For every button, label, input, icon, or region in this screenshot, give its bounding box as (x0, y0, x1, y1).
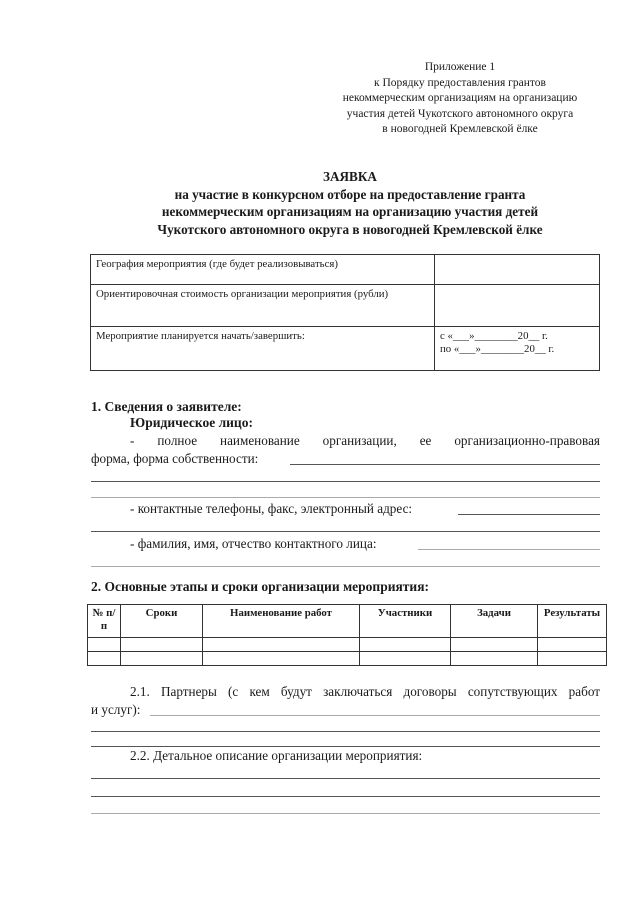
org-form-label: форма, форма собственности: (91, 451, 259, 466)
appendix-line: участия детей Чукотского автономного округа (346, 107, 574, 120)
stages-table (87, 604, 607, 666)
org-name-input-line-2[interactable] (91, 481, 600, 482)
end-date: по «___»________20__ г. (440, 343, 555, 355)
section1-subheading: Юридическое лицо: (130, 415, 253, 430)
table-row (91, 255, 600, 285)
table-cell[interactable] (451, 652, 538, 666)
org-name-input-line[interactable] (290, 464, 600, 465)
col-results: Результаты (538, 605, 607, 638)
geography-field[interactable] (435, 255, 600, 285)
table-cell[interactable] (88, 652, 121, 666)
title-line: Чукотского автономного округа в новогодней Кремлевской ёлке (157, 221, 543, 237)
partners-label-2: и услуг): (91, 702, 141, 717)
table-cell[interactable] (451, 638, 538, 652)
title-line: некоммерческим организациям на организацию участия детей (161, 204, 539, 219)
table-cell[interactable] (203, 652, 360, 666)
dates-field[interactable] (435, 327, 600, 371)
cost-field[interactable] (435, 285, 600, 327)
start-date: с «___»________20__ г. (440, 330, 548, 342)
section2-heading: 2. Основные этапы и сроки организации мероприятия: (91, 579, 429, 594)
description-input-line[interactable] (91, 778, 600, 779)
table-cell[interactable] (538, 638, 607, 652)
description-input-line-3[interactable] (91, 813, 600, 814)
org-name-input-line-3[interactable] (91, 497, 600, 498)
col-works: Наименование работ (203, 605, 360, 638)
col-number: № п/п (88, 605, 121, 638)
org-name-label: - полное наименование организации, ее организационно-правовая (130, 433, 600, 448)
title-line: на участие в конкурсном отборе на предоставление гранта (174, 186, 526, 202)
contact-person-label: - фамилия, имя, отчество контактного лица: (130, 536, 377, 551)
cost-label: Ориентировочная стоимость организации мероприятия (рубли) (91, 285, 435, 327)
partners-input-line[interactable] (150, 715, 600, 716)
col-dates: Сроки (121, 605, 203, 638)
description-input-line-2[interactable] (91, 796, 600, 797)
dates-label: Мероприятие планируется начать/завершить: (91, 327, 435, 371)
partners-input-line-2[interactable] (91, 731, 600, 732)
contacts-input-line[interactable] (458, 514, 600, 515)
contact-person-input-line-2[interactable] (91, 566, 600, 567)
table-header-row (88, 605, 607, 638)
contacts-label: - контактные телефоны, факс, электронный адрес: (130, 501, 413, 516)
geography-label: География мероприятия (где будет реализовываться) (91, 255, 435, 285)
table-cell[interactable] (203, 638, 360, 652)
appendix-line: Приложение 1 (424, 61, 496, 73)
appendix-line: некоммерческим организациям на организацию (342, 92, 578, 104)
table-row (88, 638, 607, 652)
table-cell[interactable] (88, 638, 121, 652)
table-row (91, 285, 600, 327)
partners-label: 2.1. Партнеры (с кем будут заключаться договоры сопутствующих работ (130, 684, 600, 699)
appendix-line: в новогодней Кремлевской ёлке (382, 123, 538, 135)
table-cell[interactable] (360, 652, 451, 666)
col-participants: Участники (360, 605, 451, 638)
table-cell[interactable] (538, 652, 607, 666)
contact-person-input-line[interactable] (418, 549, 600, 550)
contacts-input-line-2[interactable] (91, 531, 600, 532)
col-tasks: Задачи (451, 605, 538, 638)
table-cell[interactable] (360, 638, 451, 652)
section1-heading: 1. Сведения о заявителе: (91, 399, 242, 414)
description-label: 2.2. Детальное описание организации мероприятия: (130, 748, 423, 763)
appendix-line: к Порядку предоставления грантов (374, 76, 546, 89)
appendix-header (320, 60, 600, 138)
table-row (88, 652, 607, 666)
title-line: ЗАЯВКА (323, 169, 377, 184)
document-title (80, 168, 620, 238)
event-info-table (90, 254, 600, 371)
table-cell[interactable] (121, 652, 203, 666)
table-row (91, 327, 600, 371)
table-cell[interactable] (121, 638, 203, 652)
